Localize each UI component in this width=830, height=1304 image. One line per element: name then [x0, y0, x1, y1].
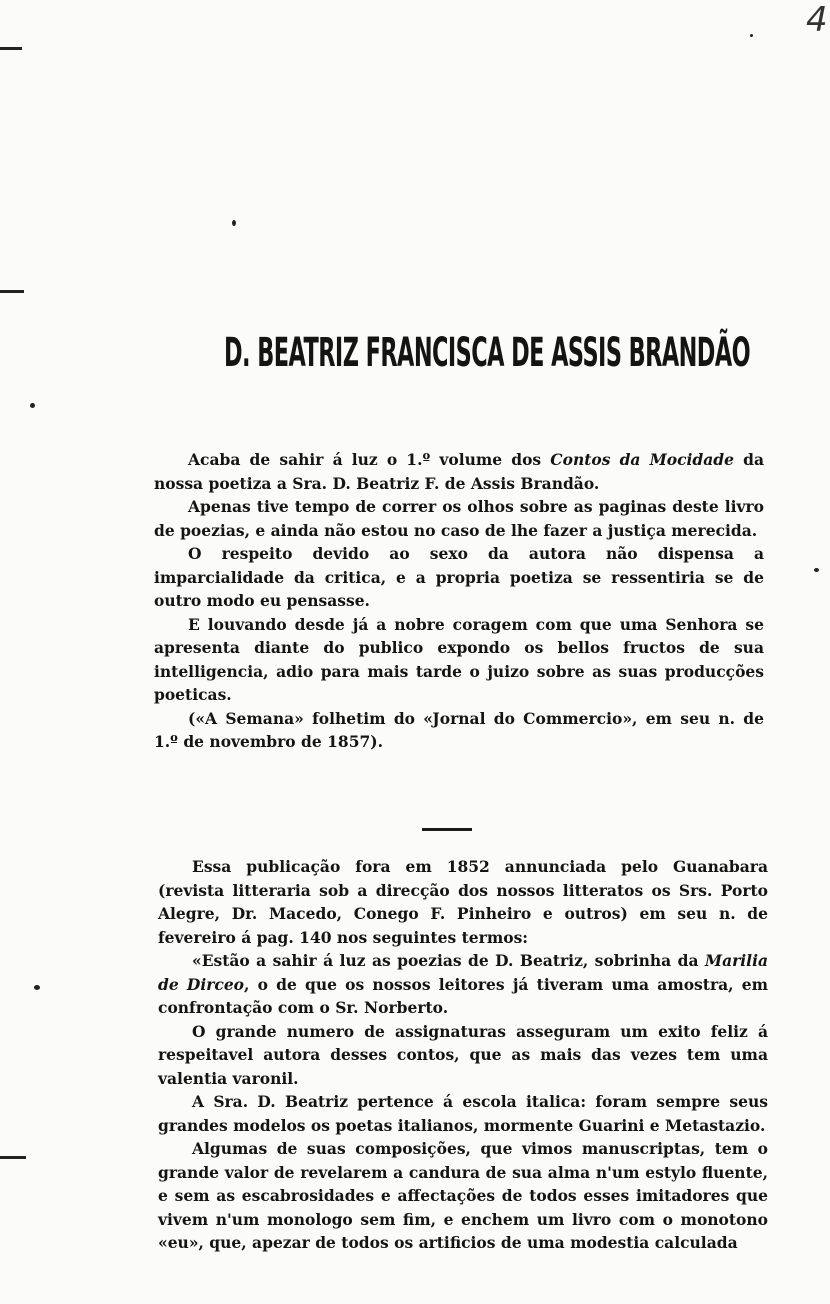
paragraph: Essa publicação fora em 1852 annunciada pelo Guanabara (revista litteraria sob a direcção dos nossos litteratos os Srs. Porto Alegre, Dr. Macedo, Conego F. Pinheiro e outros) em seu n. de fevereiro á pag. 140 nos seguintes termos: — [158, 857, 768, 947]
speck — [750, 34, 753, 37]
speck — [814, 568, 819, 572]
speck — [232, 220, 236, 226]
citation: («A Semana» folhetim do «Jornal do Commercio», em seu n. de 1.º de novembro de 1857). — [154, 708, 764, 751]
margin-mark — [0, 1156, 26, 1159]
speck — [30, 403, 35, 408]
paragraph: Acaba de sahir á luz o 1.º volume dos Contos da Mocidade da nossa poetiza a Sra. D. Beatriz F. de Assis Brandão. — [154, 450, 765, 493]
italic-title: Marilia de Dirceo — [158, 951, 768, 994]
paragraph: Apenas tive tempo de correr os olhos sobre as paginas deste livro de poezias, e ainda não estou no caso de lhe fazer a justiça merecida. — [154, 497, 764, 540]
quote-paragraph: «Estão a sahir á luz as poezias de D. Beatriz, sobrinha da Marilia de Dirceo, o de que os nossos leitores já tiveram uma amostra, em confrontação com o Sr. Norberto. — [158, 951, 768, 1017]
article-section-2 — [158, 855, 768, 1255]
paragraph: E louvando desde já a nobre coragem com que uma Senhora se apresenta diante do publico expondo os bellos fructos de sua intelligencia, adio para mais tarde o juizo sobre as suas producções poeticas. — [154, 614, 764, 704]
speck — [34, 985, 40, 990]
article-section-1 — [154, 448, 764, 754]
article-title: D. BEATRIZ FRANCISCA DE ASSIS BRANDÃO — [224, 330, 751, 376]
paragraph: O grande numero de assignaturas asseguram um exito feliz á respeitavel autora desses contos, que as mais das vezes tem uma valentia varonil. — [158, 1021, 768, 1088]
margin-mark — [0, 290, 24, 293]
paragraph: Algumas de suas composições, que vimos manuscriptas, tem o grande valor de revelarem a candura de sua alma n'um estylo fluente, e sem as escabrosidades e affectações de todos esses imitadores que vivem n'um monologo sem fim, e enchem um livro com o monotono «eu», que, apezar de todos os artificios de uma modestia calculada — [158, 1139, 768, 1252]
section-divider — [422, 828, 472, 831]
margin-mark — [0, 47, 22, 50]
page-number: 4 — [806, 0, 828, 40]
italic-title: Contos da Mocidade — [550, 450, 734, 469]
paragraph: A Sra. D. Beatriz pertence á escola italica: foram sempre seus grandes modelos os poetas italianos, mormente Guarini e Metastazio. — [158, 1092, 768, 1135]
paragraph: O respeito devido ao sexo da autora não dispensa a imparcialidade da critica, e a propria poetiza se ressentiria se de outro modo eu pensasse. — [154, 544, 764, 610]
